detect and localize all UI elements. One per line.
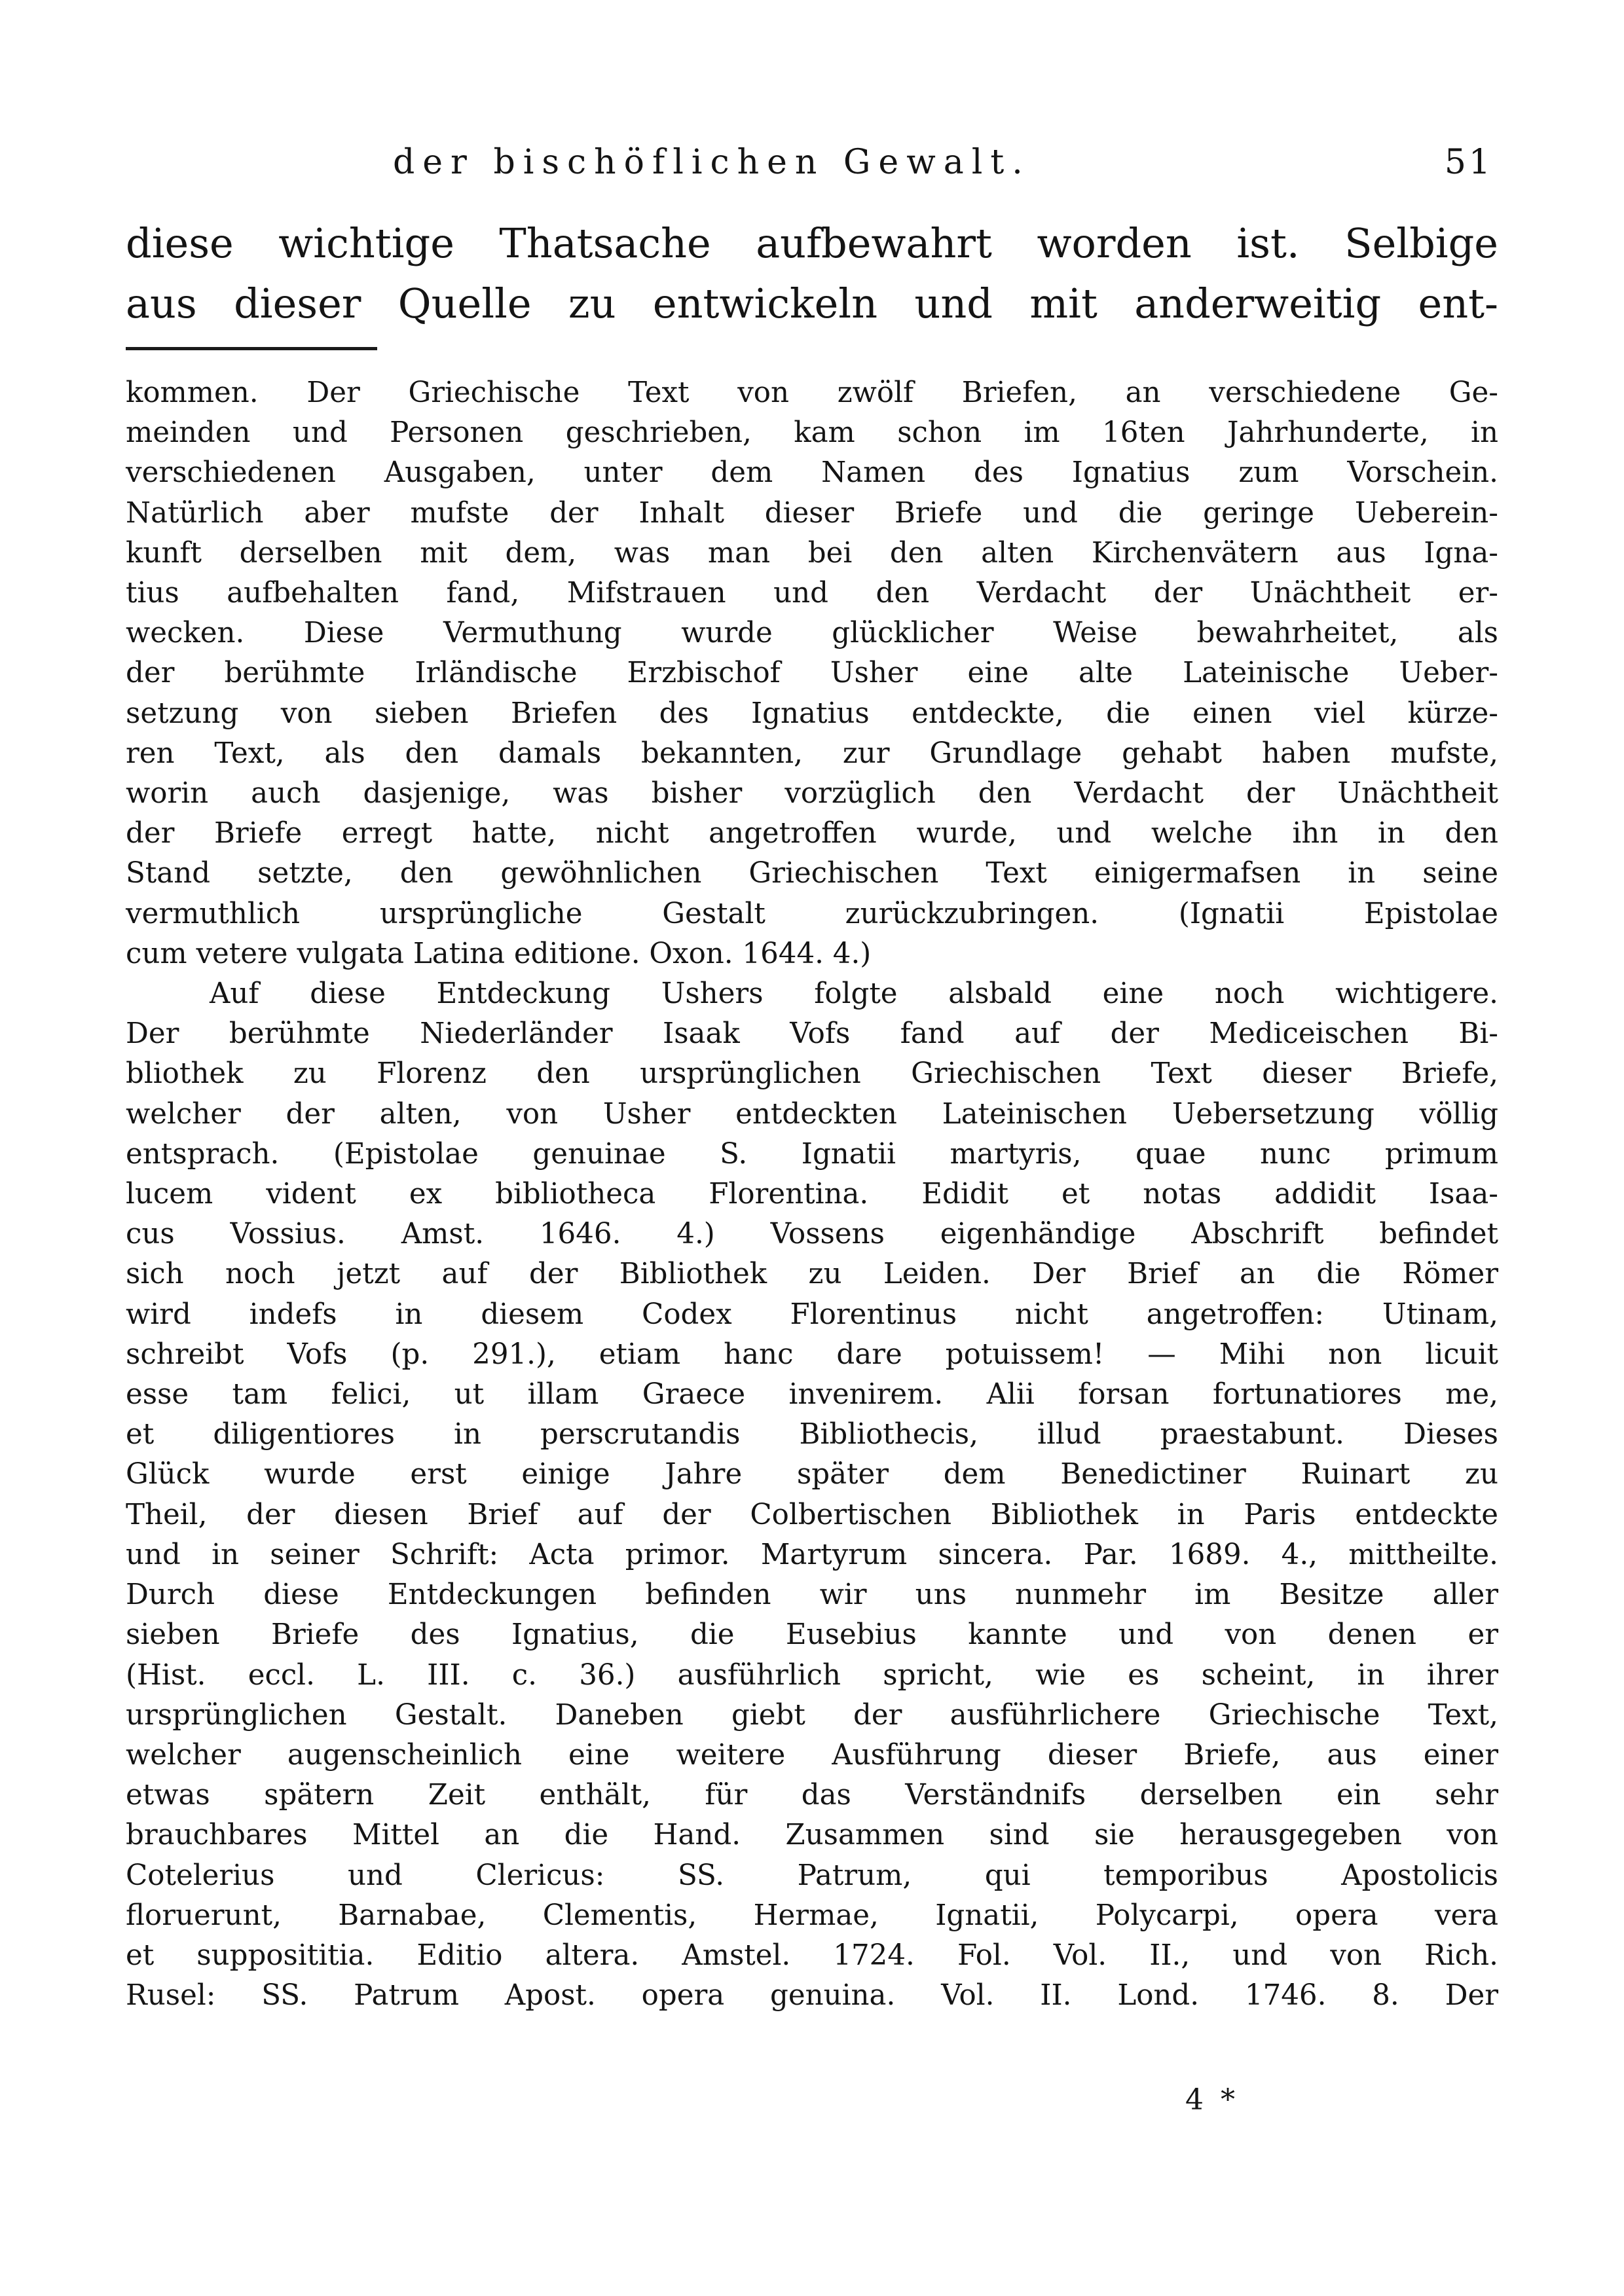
footnote-line: lucem vident ex bibliotheca Florentina. Edidit et notas addidit Isaa- bbox=[126, 1178, 1498, 1211]
footnote-line: floruerunt, Barnabae, Clementis, Hermae, Ignatii, Polycarpi, opera vera bbox=[126, 1899, 1498, 1932]
footnote-line: cum vetere vulgata Latina editione. Oxon. 1644. 4.) bbox=[126, 937, 872, 970]
footnote-line: verschiedenen Ausgaben, unter dem Namen des Ignatius zum Vorschein. bbox=[126, 456, 1498, 490]
footnote-line: sich noch jetzt auf der Bibliothek zu Leiden. Der Brief an die Römer bbox=[126, 1258, 1498, 1291]
footnote-line: Stand setzte, den gewöhnlichen Griechischen Text einigermafsen in seine bbox=[126, 857, 1498, 890]
footnote-line: ursprünglichen Gestalt. Daneben giebt der ausführlichere Griechische Text, bbox=[126, 1698, 1498, 1732]
footnote-line: wecken. Diese Vermuthung wurde glücklicher Weise bewahrheitet, als bbox=[126, 617, 1498, 650]
footnote-line: kunft derselben mit dem, was man bei den alten Kirchenvätern aus Igna- bbox=[126, 536, 1498, 570]
footnote-line: Der berühmte Niederländer Isaak Vofs fand auf der Mediceischen Bi- bbox=[126, 1017, 1498, 1051]
footnote-line: vermuthlich ursprüngliche Gestalt zurückzubringen. (Ignatii Epistolae bbox=[126, 897, 1498, 930]
footnote-line: Theil, der diesen Brief auf der Colbertischen Bibliothek in Paris entdeckte bbox=[126, 1498, 1498, 1531]
footnote-line: setzung von sieben Briefen des Ignatius entdeckte, die einen viel kürze- bbox=[126, 697, 1498, 730]
footnote-line: wird indefs in diesem Codex Florentinus nicht angetroffen: Utinam, bbox=[126, 1298, 1498, 1331]
footnote-line: cus Vossius. Amst. 1646. 4.) Vossens eigenhändige Abschrift befindet bbox=[126, 1218, 1498, 1251]
running-title: der bischöflichen Gewalt. bbox=[393, 143, 1031, 182]
footnote-line: tius aufbehalten fand, Mifstrauen und den Verdacht der Unächtheit er- bbox=[126, 577, 1498, 610]
footnote-line: sieben Briefe des Ignatius, die Eusebius kannte und von denen er bbox=[126, 1618, 1498, 1652]
footnote-line: Glück wurde erst einige Jahre später dem Benedictiner Ruinart zu bbox=[126, 1458, 1498, 1491]
footnote-line: schreibt Vofs (p. 291.), etiam hanc dare potuissem! — Mihi non licuit bbox=[126, 1338, 1498, 1371]
main-text-line: diese wichtige Thatsache aufbewahrt worden ist. Selbige bbox=[126, 219, 1498, 267]
footnote-line: der berühmte Irländische Erzbischof Usher eine alte Lateinische Ueber- bbox=[126, 657, 1498, 690]
footnote-line: welcher augenscheinlich eine weitere Ausführung dieser Briefe, aus einer bbox=[126, 1738, 1498, 1772]
footnote-line: meinden und Personen geschrieben, kam schon im 16ten Jahrhunderte, in bbox=[126, 416, 1498, 450]
main-text bbox=[126, 213, 1498, 334]
footnote-line: worin auch dasjenige, was bisher vorzüglich den Verdacht der Unächtheit bbox=[126, 777, 1498, 811]
footnote-line: et supposititia. Editio altera. Amstel. 1724. Fol. Vol. II., und von Rich. bbox=[126, 1939, 1498, 1972]
footnote-line: Durch diese Entdeckungen befinden wir uns nunmehr im Besitze aller bbox=[126, 1578, 1498, 1612]
main-text-line: aus dieser Quelle zu entwickeln und mit anderweitig ent- bbox=[126, 280, 1498, 327]
signature-mark: 4 * bbox=[1185, 2083, 1239, 2117]
footnote-line: brauchbares Mittel an die Hand. Zusammen sind sie herausgegeben von bbox=[126, 1819, 1498, 1852]
footnote-line: kommen. Der Griechische Text von zwölf Briefen, an verschiedene Ge- bbox=[126, 376, 1498, 409]
footnote-line: etwas spätern Zeit enthält, für das Verständnifs derselben ein sehr bbox=[126, 1779, 1498, 1812]
footnote-line: Natürlich aber mufste der Inhalt dieser Briefe und die geringe Ueberein- bbox=[126, 496, 1498, 530]
running-header bbox=[393, 143, 1493, 195]
footnote-line: bliothek zu Florenz den ursprünglichen Griechischen Text dieser Briefe, bbox=[126, 1057, 1498, 1091]
footnote-line: der Briefe erregt hatte, nicht angetroffen wurde, und welche ihn in den bbox=[126, 817, 1498, 850]
footnote-line: esse tam felici, ut illam Graece invenirem. Alii forsan fortunatiores me, bbox=[126, 1378, 1498, 1412]
footnote-line: ren Text, als den damals bekannten, zur Grundlage gehabt haben mufste, bbox=[126, 737, 1498, 770]
footnote-line: (Hist. eccl. L. III. c. 36.) ausführlich spricht, wie es scheint, in ihrer bbox=[126, 1658, 1498, 1692]
footnote-rule bbox=[126, 347, 377, 350]
footnote-line: Rusel: SS. Patrum Apost. opera genuina. Vol. II. Lond. 1746. 8. Der bbox=[126, 1979, 1498, 2013]
footnote-line: und in seiner Schrift: Acta primor. Martyrum sincera. Par. 1689. 4., mittheilte. bbox=[126, 1538, 1498, 1571]
footnote-line: et diligentiores in perscrutandis Bibliothecis, illud praestabunt. Dieses bbox=[126, 1418, 1498, 1451]
page-number: 51 bbox=[1444, 143, 1493, 182]
footnote bbox=[126, 373, 1498, 2016]
footnote-line: Cotelerius und Clericus: SS. Patrum, qui temporibus Apostolicis bbox=[126, 1859, 1498, 1892]
footnote-line: welcher der alten, von Usher entdeckten Lateinischen Uebersetzung völlig bbox=[126, 1097, 1498, 1131]
footnote-line: Auf diese Entdeckung Ushers folgte alsbald eine noch wichtigere. bbox=[210, 977, 1498, 1011]
footnote-line: entsprach. (Epistolae genuinae S. Ignatii martyris, quae nunc primum bbox=[126, 1137, 1498, 1171]
